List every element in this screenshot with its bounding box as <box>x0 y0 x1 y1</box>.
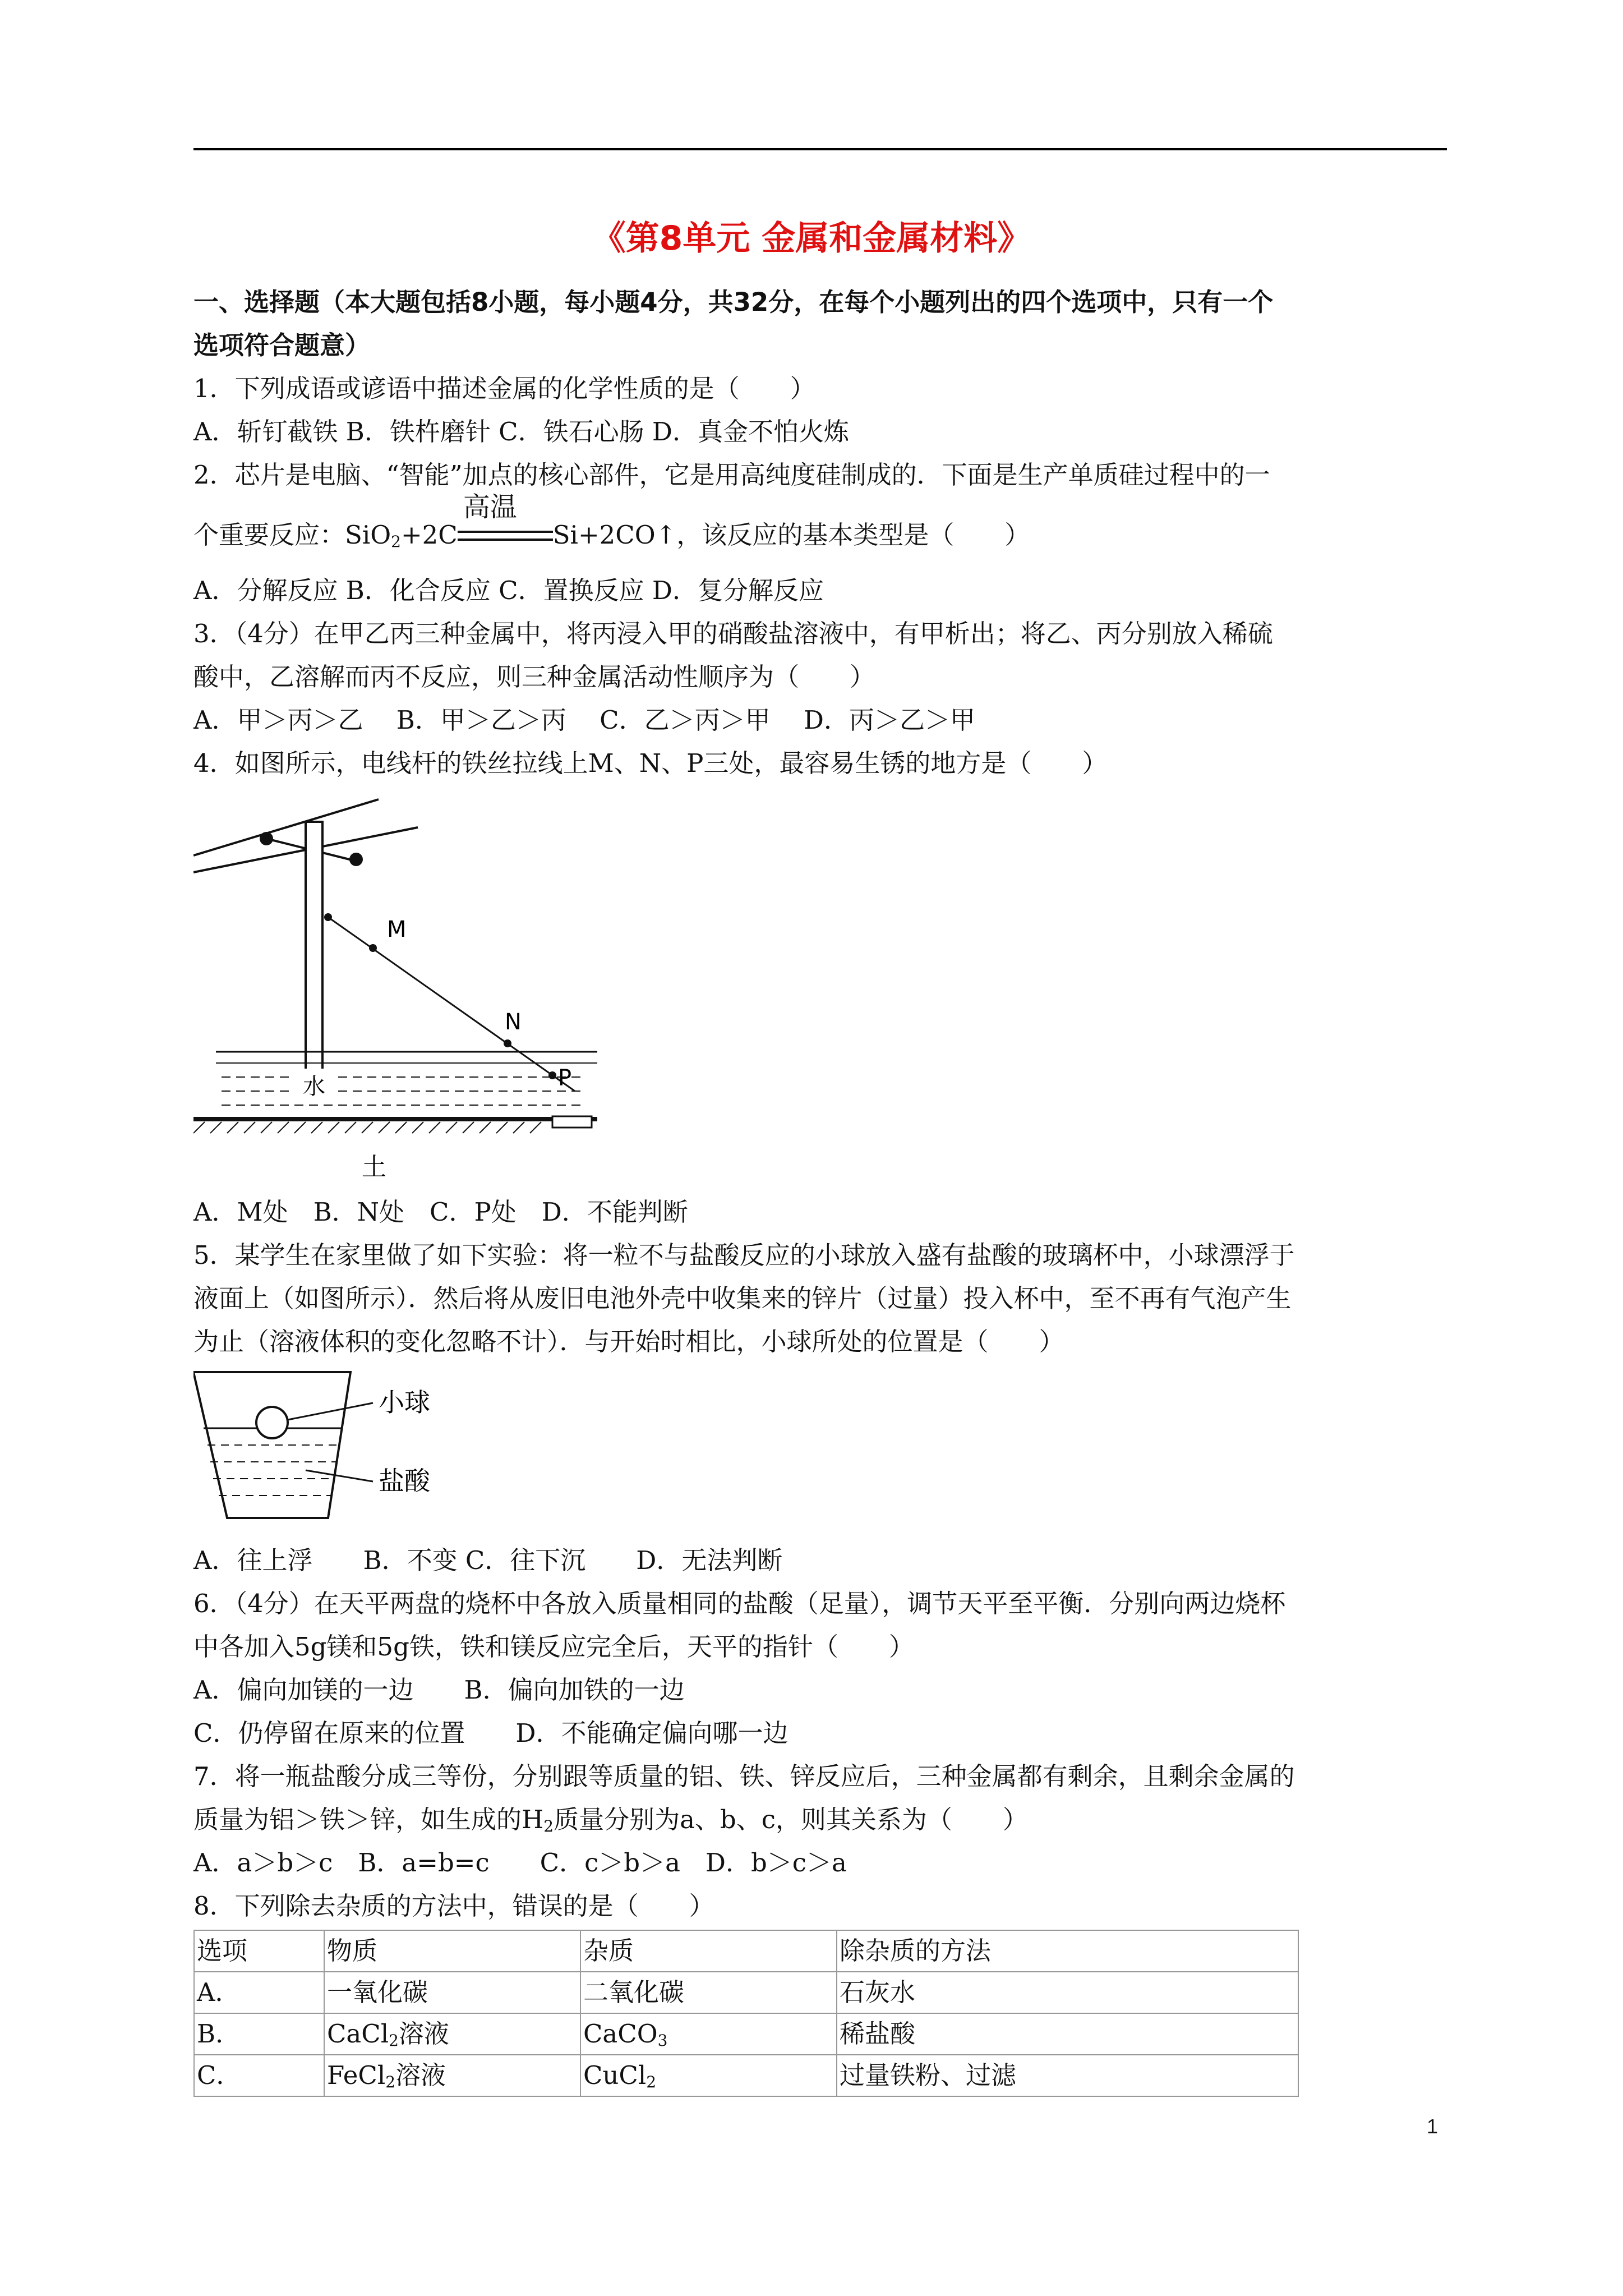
q7-line2 <box>193 1798 1450 1841</box>
table-cell <box>324 2013 580 2055</box>
label-ball: 小球 <box>379 1387 430 1418</box>
point-n <box>504 1039 511 1047</box>
q2-suffix: Si+2CO↑，该反应的基本类型是（ ） <box>552 520 1030 550</box>
document-body <box>193 280 1450 2097</box>
impurity-table <box>193 1930 1299 2097</box>
formula-text: CaCl <box>327 2019 389 2049</box>
formula-sub: 3 <box>657 2031 668 2050</box>
q5-figure-cup <box>193 1366 1450 1535</box>
table-cell: C． <box>194 2055 324 2096</box>
ball <box>256 1407 288 1438</box>
q4-options: A．M处 B．N处 C．P处 D．不能判断 <box>193 1197 688 1227</box>
formula-text: CaCO <box>583 2019 658 2049</box>
q7-options: A．a＞b＞c B．a=b=c C．c＞b＞a D．b＞c＞a <box>193 1848 847 1878</box>
q8-stem: 8．下列除去杂质的方法中，错误的是（ ） <box>193 1891 714 1921</box>
table-header-cell: 选项 <box>194 1930 324 1972</box>
section-heading: 一、选择题（本大题包括8小题，每小题4分，共32分，在每个小题列出的四个选项中，只有一个 <box>193 287 1274 317</box>
utility-pole-diagram <box>193 788 620 1181</box>
formula-sub: 2 <box>646 2073 657 2091</box>
table-cell: 过量铁粉、过滤 <box>837 2055 1298 2096</box>
table-cell: 石灰水 <box>837 1972 1298 2013</box>
q3-options: A．甲＞丙＞乙 B．甲＞乙＞丙 C．乙＞丙＞甲 D．丙＞乙＞甲 <box>193 705 975 735</box>
point-m <box>369 944 377 952</box>
q2-options: A．分解反应 B．化合反应 C．置换反应 D．复分解反应 <box>193 576 824 605</box>
q7-line1: 7．将一瓶盐酸分成三等份，分别跟等质量的铝、铁、锌反应后，三种金属都有剩余，且剩余金属的 <box>193 1761 1295 1791</box>
q6-options-1: A．偏向加镁的一边 B．偏向加铁的一边 <box>193 1675 685 1705</box>
q6-line2: 中各加入5g镁和5g铁，铁和镁反应完全后，天平的指针（ ） <box>193 1632 914 1662</box>
q7-suffix: 质量分别为a、b、c，则其关系为（ ） <box>554 1805 1028 1834</box>
q5-options: A．往上浮 B．不变 C．往下沉 D．无法判断 <box>193 1545 783 1575</box>
q6-options-2: C．仍停留在原来的位置 D．不能确定偏向哪一边 <box>193 1718 789 1748</box>
label-m: M <box>387 917 407 942</box>
formula-text: CuCl <box>583 2060 647 2090</box>
q2-prefix: 个重要反应：SiO <box>193 520 391 550</box>
label-n: N <box>505 1009 522 1035</box>
table-cell: B． <box>194 2013 324 2055</box>
label-soil: 土 <box>362 1153 386 1181</box>
formula-sub: 2 <box>385 2073 396 2091</box>
table-cell <box>580 2013 837 2055</box>
table-row <box>194 2013 1298 2055</box>
reaction-condition-arrow <box>458 491 553 549</box>
header-rule <box>193 148 1447 150</box>
q6-line1: 6．（4分）在天平两盘的烧杯中各放入质量相同的盐酸（足量），调节天平至平衡．分别向两边烧杯 <box>193 1589 1286 1618</box>
section-heading-cont: 选项符合题意） <box>193 330 371 360</box>
table-cell: 二氧化碳 <box>580 1972 837 2013</box>
q2-sub: 2 <box>391 532 401 551</box>
wire-joint-dot <box>260 832 273 845</box>
label-p: P <box>558 1065 572 1091</box>
wire-joint-dot <box>349 853 363 866</box>
anchor-block <box>552 1116 592 1128</box>
table-header-cell: 除杂质的方法 <box>837 1930 1298 1972</box>
table-cell <box>324 2055 580 2096</box>
q7-sub: 2 <box>543 1817 554 1835</box>
table-row <box>194 2055 1298 2096</box>
q2-mid: +2C <box>400 520 458 550</box>
q1-options: A．斩钉截铁 B．铁杵磨针 C．铁石心肠 D．真金不怕火炼 <box>193 417 849 447</box>
table-header-cell: 杂质 <box>580 1930 837 1972</box>
document-title: 《第8单元 金属和金属材料》 <box>592 219 1031 258</box>
formula-suffix: 溶液 <box>395 2060 446 2090</box>
formula-sub: 2 <box>389 2031 399 2050</box>
q5-line2: 液面上（如图所示）．然后将从废旧电池外壳中收集来的锌片（过量）投入杯中，至不再有气泡产生 <box>193 1283 1292 1313</box>
utility-pole <box>306 822 322 1080</box>
q3-line2: 酸中，乙溶解而丙不反应，则三种金属活动性顺序为（ ） <box>193 662 875 692</box>
formula-suffix: 溶液 <box>398 2019 449 2049</box>
formula-text: FeCl <box>327 2060 386 2090</box>
reaction-condition: 高温 <box>463 491 517 523</box>
table-row <box>194 1972 1298 2013</box>
q1-stem: 1．下列成语或谚语中描述金属的化学性质的是（ ） <box>193 374 815 403</box>
q2-line2 <box>193 491 1450 556</box>
table-cell: A． <box>194 1972 324 2013</box>
page-number: 1 <box>1426 2115 1438 2138</box>
table-cell: 一氧化碳 <box>324 1972 580 2013</box>
label-water: 水 <box>303 1074 325 1099</box>
table-header-cell: 物质 <box>324 1930 580 1972</box>
q4-figure-pole <box>193 788 1450 1187</box>
q7-prefix: 质量为铝＞铁＞锌，如生成的H <box>193 1805 544 1834</box>
q5-line1: 5．某学生在家里做了如下实验：将一粒不与盐酸反应的小球放入盛有盐酸的玻璃杯中，小球漂浮于 <box>193 1240 1295 1270</box>
q5-line3: 为止（溶液体积的变化忽略不计）．与开始时相比，小球所处的位置是（ ） <box>193 1327 1064 1356</box>
q4-stem: 4．如图所示，电线杆的铁丝拉线上M、N、P三处，最容易生锈的地方是（ ） <box>193 748 1108 778</box>
q2-line1: 2．芯片是电脑、“智能”加点的核心部件，它是用高纯度硅制成的．下面是生产单质硅过程中的一 <box>193 460 1270 490</box>
table-cell <box>580 2055 837 2096</box>
cup-with-ball-diagram <box>193 1366 508 1529</box>
point-p <box>548 1071 556 1079</box>
table-header-row <box>194 1930 1298 1972</box>
label-acid: 盐酸 <box>379 1466 430 1496</box>
q3-line1: 3．（4分）在甲乙丙三种金属中，将丙浸入甲的硝酸盐溶液中，有甲析出；将乙、丙分别放入稀硫 <box>193 619 1273 648</box>
table-cell: 稀盐酸 <box>837 2013 1298 2055</box>
